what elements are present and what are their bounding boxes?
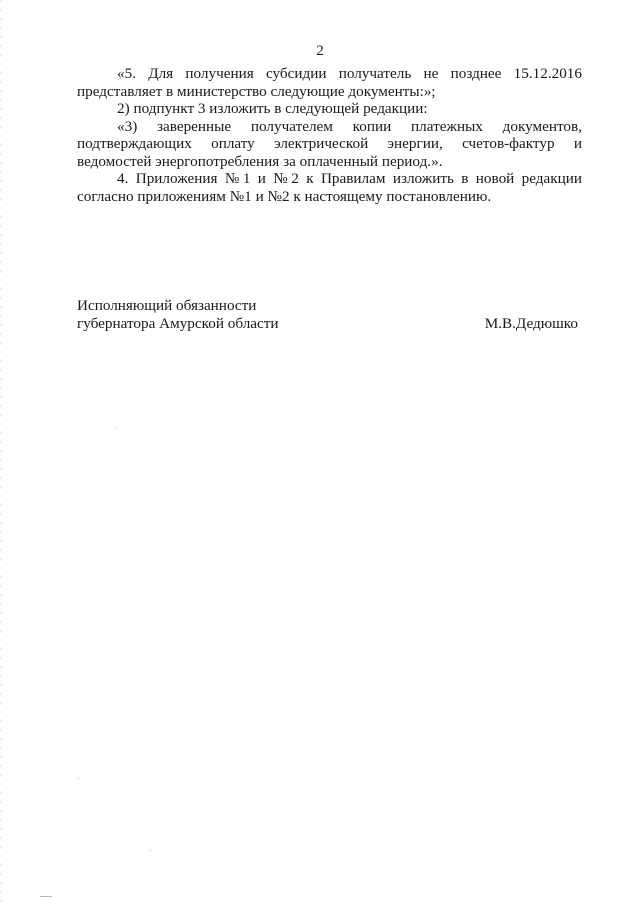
paragraph-subsidy-deadline (77, 65, 582, 100)
scan-speck (78, 778, 79, 779)
paragraph-subpoint-3 (77, 100, 582, 118)
text-line: 2) подпункт 3 изложить в следующей редакции: (117, 100, 428, 117)
signatory-position-line: губернатора Амурской области (77, 315, 279, 332)
paragraph-appendices (77, 170, 582, 205)
paragraph-certified-copies (77, 118, 582, 171)
text-line: «5. Для получения субсидии получатель не позднее 15.12.2016 (117, 65, 582, 82)
text-line: подтверждающих оплату электрической энергии, счетов-фактур и (77, 135, 582, 152)
signatory-position (77, 297, 377, 333)
scan-speck (40, 896, 52, 897)
scan-edge-marks (0, 0, 2, 905)
document-body (77, 65, 582, 205)
text-line: «3) заверенные получателем копии платежных документов, (117, 117, 582, 135)
scan-speck (150, 850, 151, 851)
page-number: 2 (316, 43, 324, 59)
text-line: ведомостей энергопотребления за оплаченный период.». (77, 152, 443, 170)
text-line: представляет в министерство следующие документы:»; (77, 82, 436, 100)
scan-speck (115, 428, 116, 429)
text-line: согласно приложениям №1 и №2 к настоящему постановлению. (77, 187, 492, 205)
text-line: 4. Приложения №1 и №2 к Правилам изложить в новой редакции (117, 170, 582, 187)
signatory-position-line: Исполняющий обязанности (77, 297, 257, 314)
signatory-name: М.В.Дедюшко (484, 315, 578, 332)
